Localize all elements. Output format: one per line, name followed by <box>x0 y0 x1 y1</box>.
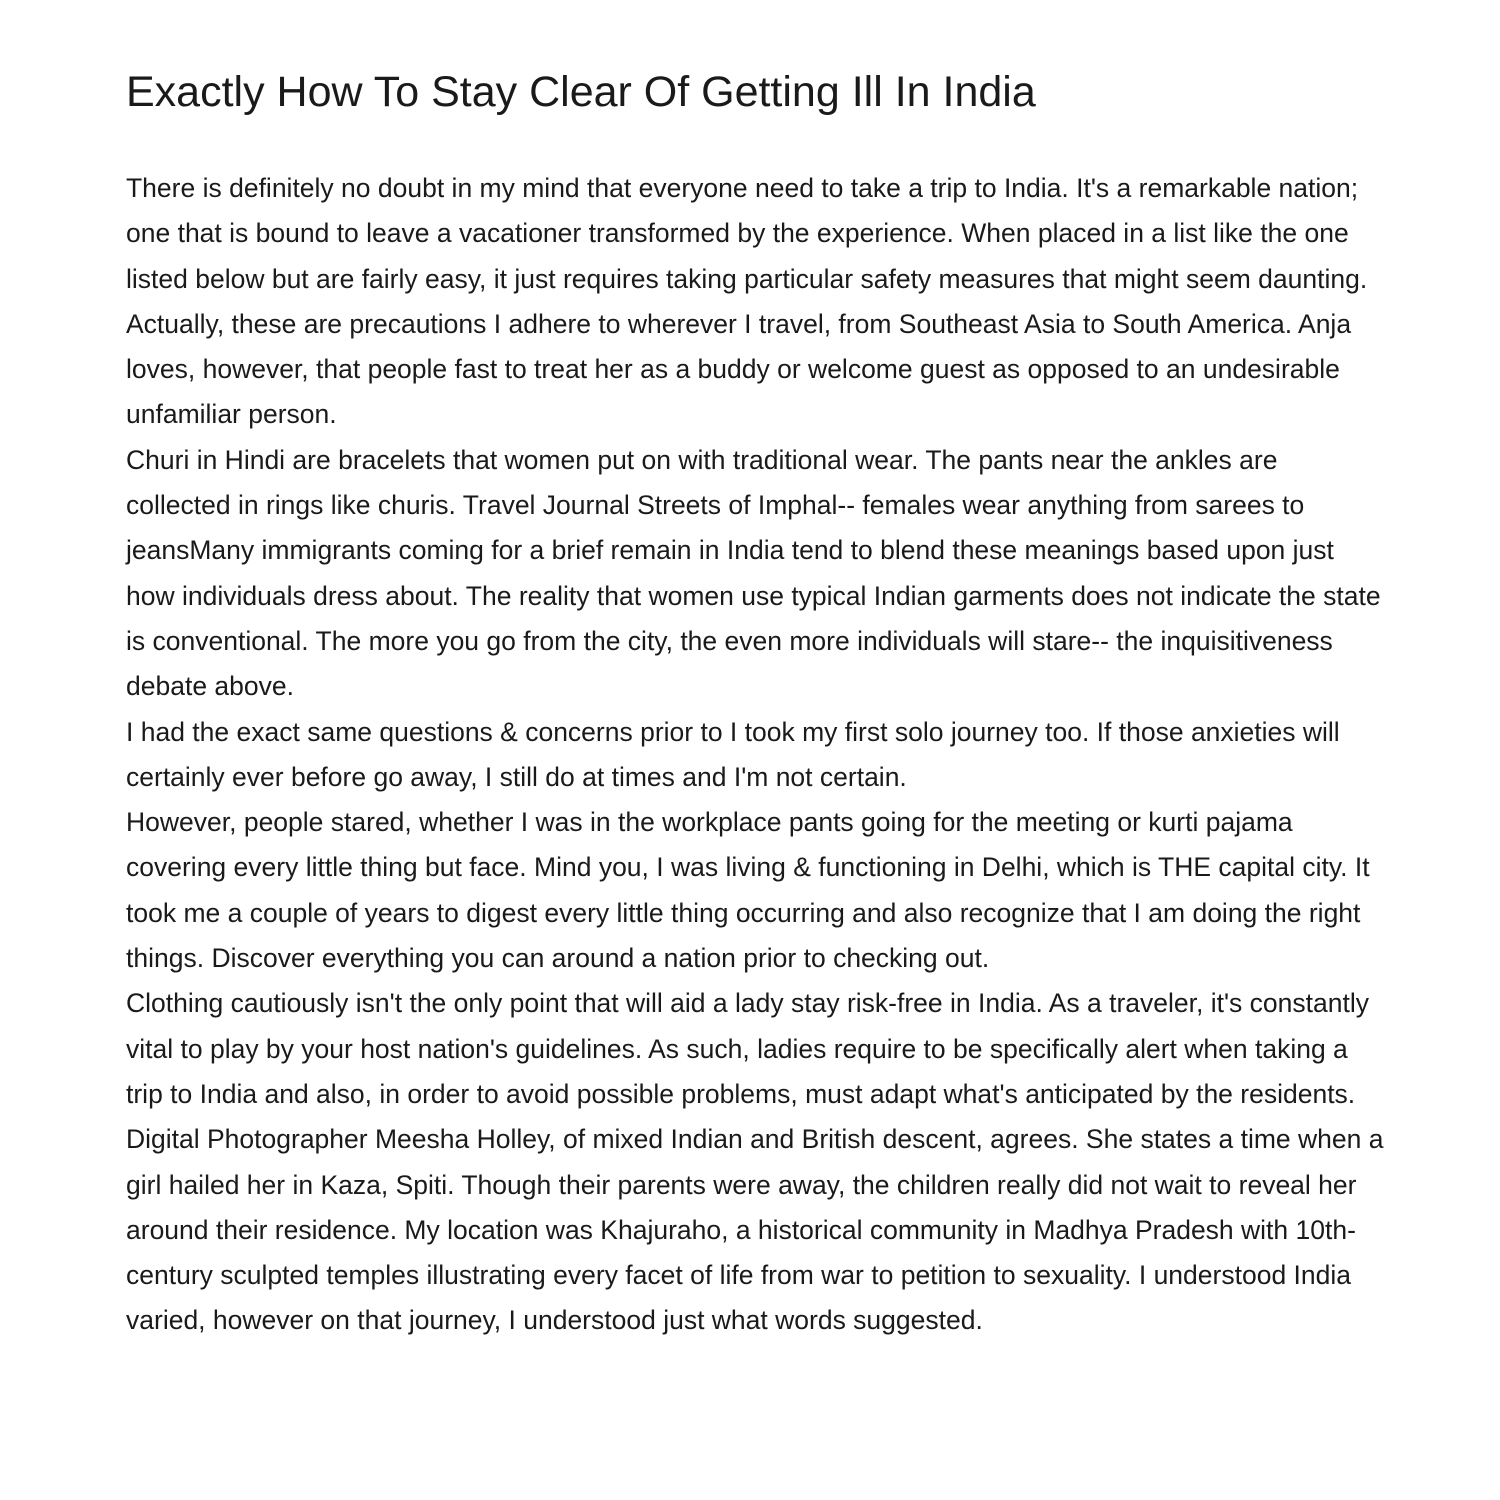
paragraph: Clothing cautiously isn't the only point that will aid a lady stay risk-free in India. As a traveler, it's constantly vital to play by your host nation's guidelines. As such, ladies require to be specifically alert when taking a trip to India and also, in order to avoid possible problems, must adapt what's anticipated by the residents. <box>126 988 1369 1109</box>
paragraph: However, people stared, whether I was in the workplace pants going for the meeting or kurti pajama covering every little thing but face. Mind you, I was living & functioning in Delhi, which is THE capital city. It took me a couple of years to digest every little thing occurring and also recognize that I am doing the right things. Discover everything you can around a nation prior to checking out. <box>126 807 1370 974</box>
document-title: Exactly How To Stay Clear Of Getting Ill In India <box>126 68 1036 116</box>
paragraph: There is definitely no doubt in my mind that everyone need to take a trip to India. It's a remarkable nation; one that is bound to leave a vacationer transformed by the experience. When placed in a list like the one listed below but are fairly easy, it just requires taking particular safety measures that might seem daunting. Actually, these are precautions I adhere to wherever I travel, from Southeast Asia to South America. Anja loves, however, that people fast to treat her as a buddy or welcome guest as opposed to an undesirable unfamiliar person. <box>126 173 1368 430</box>
paragraph: Churi in Hindi are bracelets that women put on with traditional wear. The pants near the ankles are collected in rings like churis. Travel Journal Streets of Imphal-- females wear anything from sarees to jeansMany immigrants coming for a brief remain in India tend to blend these meanings based upon just how individuals dress about. The reality that women use typical Indian garments does not indicate the state is conventional. The more you go from the city, the even more individuals will stare-- the inquisitiveness debate above. <box>126 444 1381 702</box>
paragraph: Digital Photographer Meesha Holley, of mixed Indian and British descent, agrees. She states a time when a girl hailed her in Kaza, Spiti. Though their parents were away, the children really did not wait to reveal her around their residence. My location was Khajuraho, a historical community in Madhya Pradesh with 10th-century sculpted temples illustrating every facet of life from war to petition to sexuality. I understood India varied, however on that journey, I understood just what words suggested. <box>126 1124 1384 1336</box>
paragraph: I had the exact same questions & concerns prior to I took my first solo journey too. If those anxieties will certainly ever before go away, I still do at times and I'm not certain. <box>126 716 1340 792</box>
document-body <box>126 166 1386 1344</box>
